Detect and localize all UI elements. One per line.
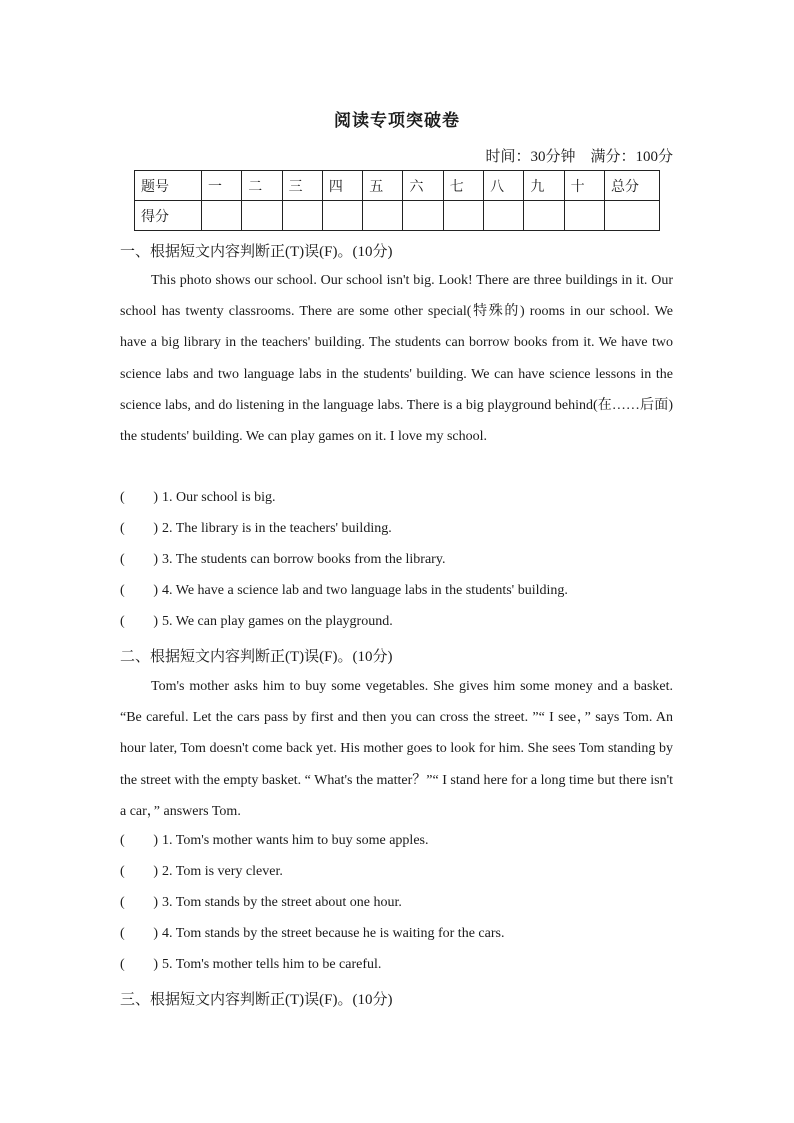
section-2-heading: 二、根据短文内容判断正(T)误(F)。(10分) [120,649,393,665]
question-item [120,926,504,942]
answer-blank[interactable] [120,895,162,911]
exam-time-and-score: 时间：30分钟 满分：100分 [485,149,673,165]
question-item [120,833,429,849]
score-table-row-label: 得分 [135,201,202,231]
section-1-passage [120,265,673,452]
question-text: 3. The students can borrow books from the library. [162,552,446,567]
question-text: 2. The library is in the teachers' building. [162,521,392,536]
score-input-cell[interactable] [524,201,564,231]
question-item [120,521,392,537]
question-item [120,957,381,973]
question-text: 3. Tom stands by the street about one hour. [162,895,402,910]
score-input-cell[interactable] [484,201,524,231]
answer-blank[interactable] [120,926,162,942]
answer-blank[interactable] [120,490,162,506]
score-table-cell: 七 [443,171,483,201]
section-1-heading: 一、根据短文内容判断正(T)误(F)。(10分) [120,244,393,260]
question-text: 5. Tom's mother tells him to be careful. [162,957,382,972]
score-input-cell[interactable] [605,201,660,231]
score-input-cell[interactable] [322,201,362,231]
answer-blank[interactable] [120,521,162,537]
score-input-cell[interactable] [564,201,604,231]
answer-blank[interactable] [120,957,162,973]
question-item [120,552,445,568]
score-input-cell[interactable] [363,201,403,231]
score-table-cell: 四 [322,171,362,201]
answer-blank[interactable] [120,614,162,630]
question-item [120,614,393,630]
score-input-cell[interactable] [242,201,282,231]
score-table-cell: 一 [202,171,242,201]
question-text: 2. Tom is very clever. [162,864,283,879]
question-item [120,490,276,506]
question-item [120,583,568,599]
score-table-cell: 六 [403,171,443,201]
question-text: 5. We can play games on the playground. [162,614,393,629]
score-table-cell: 二 [242,171,282,201]
score-table [134,170,660,231]
section-2-passage [120,671,673,827]
passage-text: Tom's mother asks him to buy some vegetables. She gives him some money and a basket. “Be careful. Let the cars pass by first and then you can cross the street. ”“ I see，” says Tom. An hour later, Tom doesn't come back yet. His mother goes to look for him. She sees Tom standing by the street with the empty basket. “ What's the matter？”“ I stand here for a long time but there isn't a car，” answers Tom. [120,679,673,819]
score-input-cell[interactable] [443,201,483,231]
answer-blank[interactable] [120,864,162,880]
answer-blank[interactable] [120,583,162,599]
score-table-cell: 九 [524,171,564,201]
score-table-cell: 十 [564,171,604,201]
question-item [120,895,402,911]
score-table-score-row [135,201,660,231]
answer-blank[interactable] [120,833,162,849]
score-table-header-row [135,171,660,201]
score-input-cell[interactable] [282,201,322,231]
score-table-cell: 五 [363,171,403,201]
score-table-cell: 八 [484,171,524,201]
question-text: 1. Tom's mother wants him to buy some apples. [162,833,429,848]
score-table-cell: 题号 [135,171,202,201]
question-item [120,864,283,880]
score-input-cell[interactable] [202,201,242,231]
score-input-cell[interactable] [403,201,443,231]
question-text: 1. Our school is big. [162,490,276,505]
question-text: 4. We have a science lab and two language labs in the students' building. [162,583,568,598]
section-3-heading: 三、根据短文内容判断正(T)误(F)。(10分) [120,992,393,1008]
score-table-cell: 总分 [605,171,660,201]
answer-blank[interactable] [120,552,162,568]
passage-text: This photo shows our school. Our school isn't big. Look! There are three buildings in it. Our school has twenty classrooms. There are some other special(特殊的) rooms in our school. We have a big library in the teachers' building. The students can borrow books from it. We have two science labs and two language labs in the students' building. We can have science lessons in the science labs, and do listening in the language labs. There is a big playground behind(在……后面) the students' building. We can play games on it. I love my school. [120,273,673,445]
score-table-cell: 三 [282,171,322,201]
question-text: 4. Tom stands by the street because he is waiting for the cars. [162,926,505,941]
page-title: 阅读专项突破卷 [334,111,460,130]
